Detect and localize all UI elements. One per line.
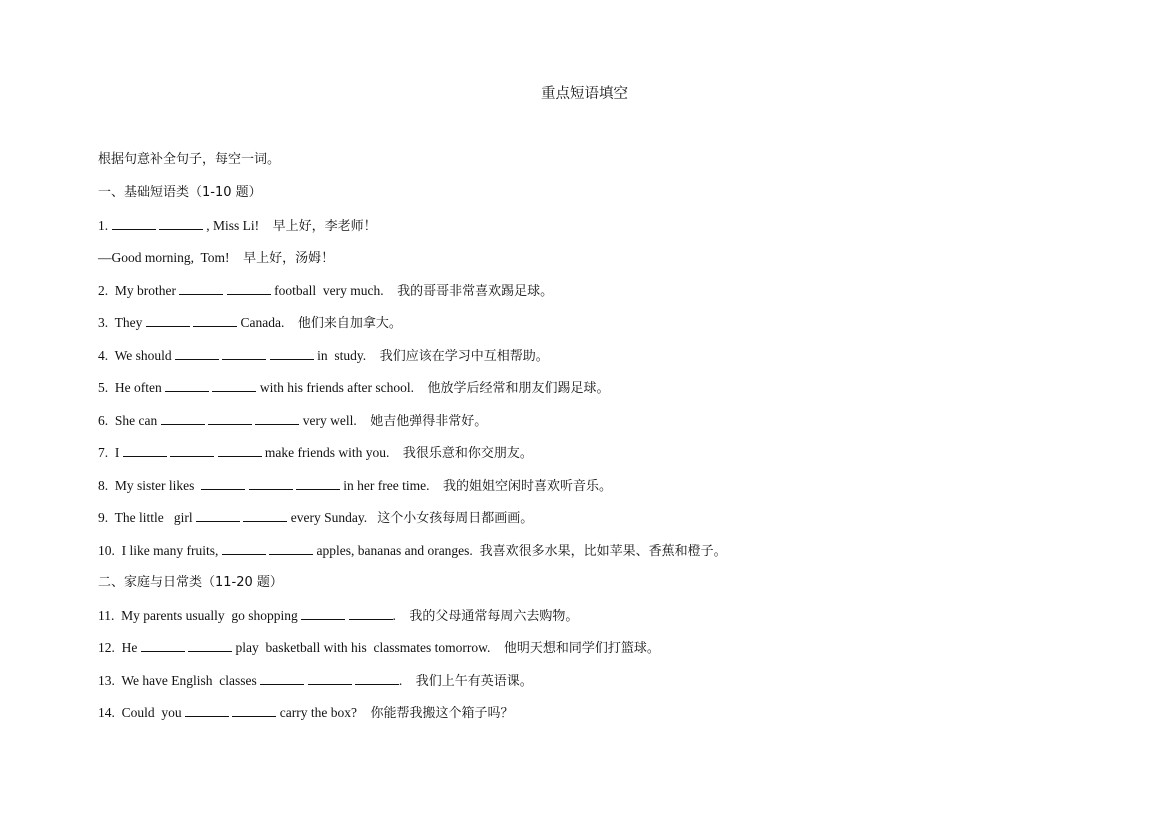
answer-blank bbox=[175, 347, 219, 360]
answer-blank bbox=[212, 379, 256, 392]
answer-blank bbox=[123, 444, 167, 457]
section-heading-daily: 二、家庭与日常类（11-20 题） bbox=[98, 575, 283, 590]
answer-blank bbox=[141, 639, 185, 652]
question-4: 4. We should in study. 我们应该在学习中互相帮助。 bbox=[98, 348, 549, 364]
answer-blank bbox=[179, 282, 223, 295]
answer-blank bbox=[185, 704, 229, 717]
instruction: 根据句意补全句子，每空一词。 bbox=[98, 152, 281, 167]
answer-blank bbox=[270, 347, 314, 360]
answer-blank bbox=[161, 412, 205, 425]
question-7: 7. I make friends with you. 我很乐意和你交朋友。 bbox=[98, 445, 533, 461]
answer-blank bbox=[170, 444, 214, 457]
question-13: 13. We have English classes . 我们上午有英语课。 bbox=[98, 673, 533, 689]
answer-blank bbox=[260, 672, 304, 685]
question-10: 10. I like many fruits, apples, bananas and oranges. 我喜欢很多水果，比如苹果、香蕉和橙子。 bbox=[98, 543, 727, 559]
question-9: 9. The little girl every Sunday. 这个小女孩每周日都画画。 bbox=[98, 510, 534, 526]
answer-blank bbox=[296, 477, 340, 490]
question-14: 14. Could you carry the box? 你能帮我搬这个箱子吗？ bbox=[98, 705, 514, 721]
answer-blank bbox=[227, 282, 271, 295]
question-11: 11. My parents usually go shopping . 我的父母通常每周六去购物。 bbox=[98, 608, 579, 624]
answer-blank bbox=[301, 607, 345, 620]
answer-blank bbox=[269, 542, 313, 555]
answer-blank bbox=[196, 509, 240, 522]
answer-blank bbox=[112, 217, 156, 230]
question-2: 2. My brother football very much. 我的哥哥非常喜欢踢足球。 bbox=[98, 283, 554, 299]
question-3: 3. They Canada. 他们来自加拿大。 bbox=[98, 315, 402, 331]
answer-blank bbox=[249, 477, 293, 490]
answer-blank bbox=[355, 672, 399, 685]
question-6: 6. She can very well. 她吉他弹得非常好。 bbox=[98, 413, 488, 429]
answer-blank bbox=[243, 509, 287, 522]
answer-blank bbox=[201, 477, 245, 490]
answer-blank bbox=[349, 607, 393, 620]
answer-blank bbox=[222, 542, 266, 555]
question-5: 5. He often with his friends after school. 他放学后经常和朋友们踢足球。 bbox=[98, 380, 610, 396]
question-12: 12. He play basketball with his classmates tomorrow. 他明天想和同学们打篮球。 bbox=[98, 640, 660, 656]
page-title: 重点短语填空 bbox=[541, 86, 628, 102]
answer-blank bbox=[208, 412, 252, 425]
answer-blank bbox=[165, 379, 209, 392]
question-1-reply: —Good morning, Tom! 早上好，汤姆！ bbox=[98, 250, 335, 266]
answer-blank bbox=[146, 314, 190, 327]
question-1: 1. , Miss Li! 早上好，李老师！ bbox=[98, 218, 377, 234]
answer-blank bbox=[255, 412, 299, 425]
answer-blank bbox=[232, 704, 276, 717]
answer-blank bbox=[222, 347, 266, 360]
answer-blank bbox=[218, 444, 262, 457]
answer-blank bbox=[188, 639, 232, 652]
answer-blank bbox=[193, 314, 237, 327]
answer-blank bbox=[308, 672, 352, 685]
section-heading-basic: 一、基础短语类（1-10 题） bbox=[98, 185, 262, 200]
question-8: 8. My sister likes in her free time. 我的姐姐空闲时喜欢听音乐。 bbox=[98, 478, 612, 494]
answer-blank bbox=[159, 217, 203, 230]
